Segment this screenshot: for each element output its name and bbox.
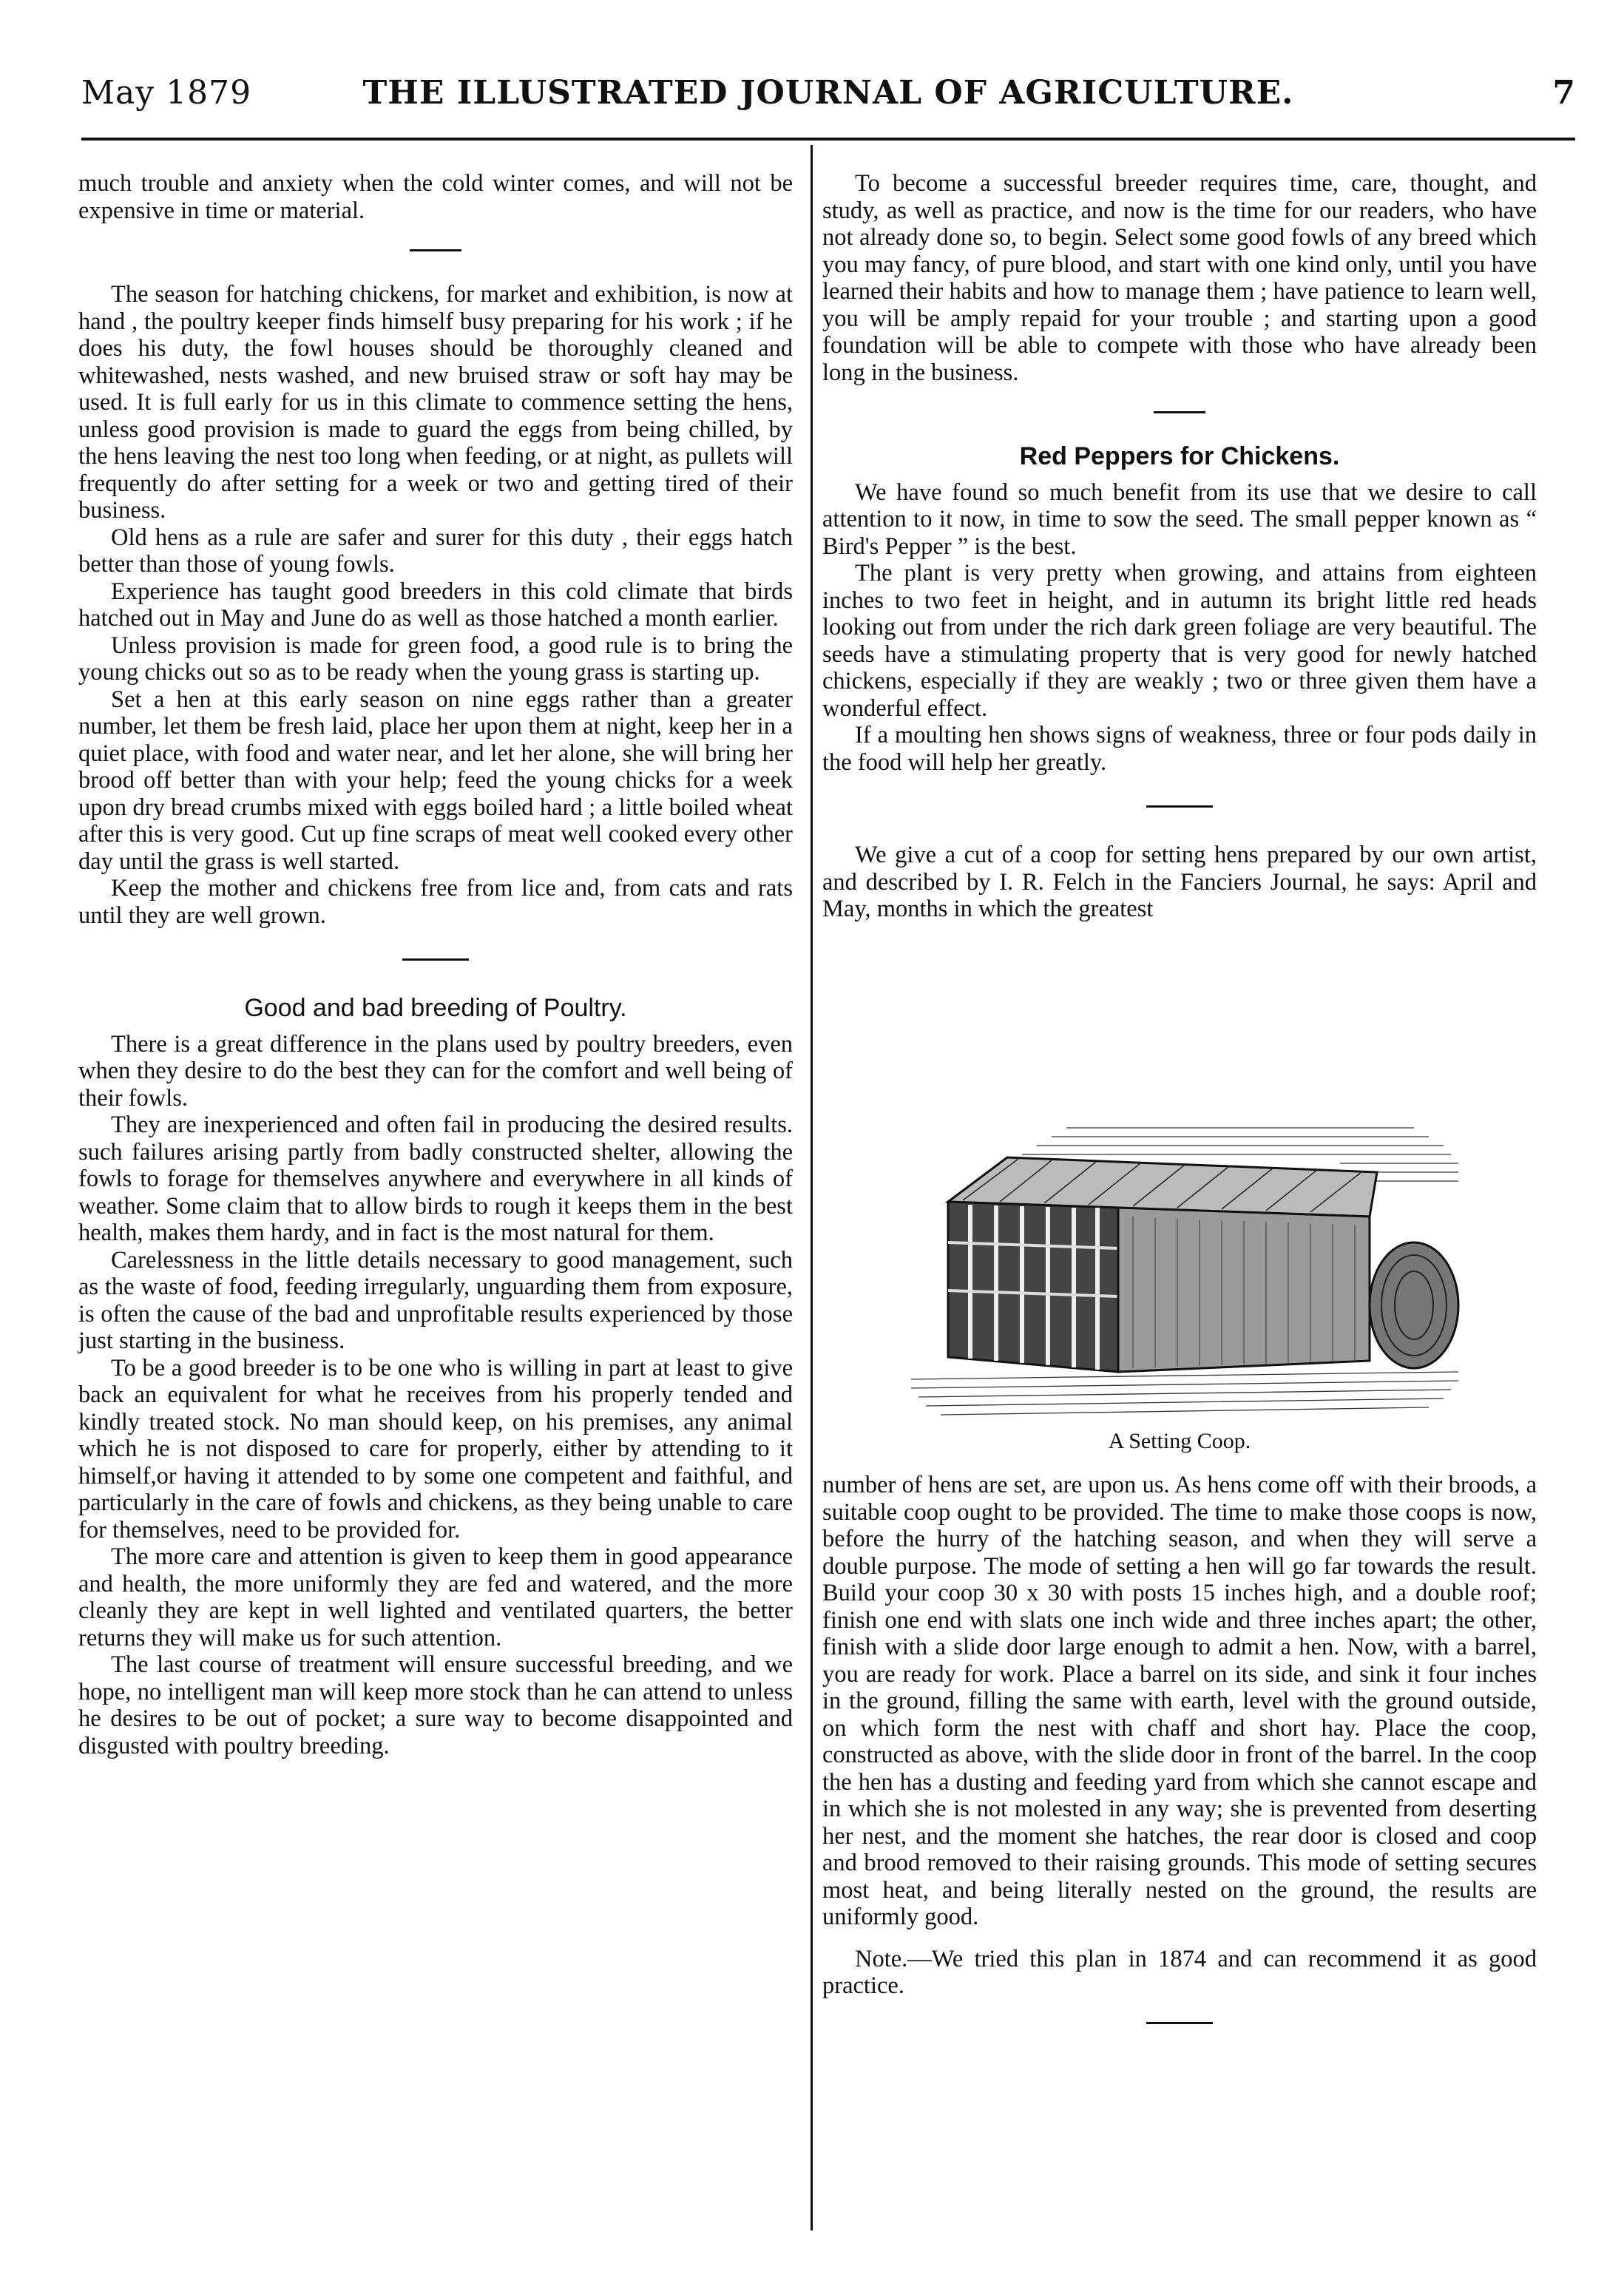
coop-paragraph: number of hens are set, are upon us. As hens come off with their broods, a suitable coop ought to be provided. The time to make those coops is now, before the hurry of the hatching season, and when they will serve a double purpose. The mode of setting a hen will go far towards the result. Build your coop 30 x 30 with posts 15 inches high, and a double roof; finish one end with slats one inch wide and three inches apart; the other, finish with a slide door large enough to admit a hen. Now, with a barrel, you are ready for work. Place a barrel on its side, and sink it four inches in the ground, filling the same with earth, level with the ground outside, on which form the nest with chaff and short hay. Place the coop, constructed as above, with the slide door in front of the barrel. In the coop the hen has a dusting and feeding yard from which she cannot escape and in which she is not molested in any way; she is prevented from deserting her nest, and the moment she hatches, the rear door is closed and coop and brood removed to their raising grounds. This mode of setting secures most heat, and being literally nested on the ground, the results are uniformly good.: [822, 1472, 1537, 1930]
barrel: [1370, 1242, 1458, 1368]
paragraph: The last course of treatment will ensure successful breeding, and we hope, no intelligent man will keep more stock than he can attend to unless he desires to be out of pocket; a sure way to become disappointed and disgusted with poultry breeding.: [78, 1651, 793, 1759]
paragraph: The more care and attention is given to keep them in good appearance and health, the more uniformly they are fed and watered, and the more cleanly they are kept in well lighted and ventilated quarters, the better returns they will make us for such attention.: [78, 1543, 793, 1651]
section-separator: [1146, 2022, 1213, 2024]
peppers-section: [822, 479, 1537, 777]
peppers-heading: Red Peppers for Chickens.: [1019, 442, 1340, 470]
coop-intro-paragraph: We give a cut of a coop for setting hens prepared by our own artist, and described by I. R. Felch in the Fanciers Journal, he says: April and May, months in which the greatest: [822, 842, 1537, 922]
column-divider: [811, 145, 813, 2230]
paragraph: There is a great difference in the plans used by poultry breeders, even when they desire to do the best they can for the comfort and well being of their fowls.: [78, 1030, 793, 1112]
section-separator: [410, 249, 461, 251]
paragraph: Experience has taught good breeders in this cold climate that birds hatched out in May and June do as well as those hatched a month earlier.: [78, 578, 793, 632]
right-column-lower: [822, 1472, 1537, 2058]
paragraph: Carelessness in the little details necessary to good management, such as the waste of food, feeding irregularly, unguarding them from exposure, is often the cause of the bad and unprofitable results experienced by those just starting in the business.: [78, 1246, 793, 1354]
paragraph: The plant is very pretty when growing, and attains from eighteen inches to two feet in height, and in autumn its bright little red heads looking out from under the rich dark green foliage are very beautiful. The seeds have a stimulating property that is very good for newly hatched chickens, especially if they are weakly ; two or three given them have a wonderful effect.: [822, 560, 1537, 722]
breeding-section: [78, 1031, 793, 1760]
paragraph: We have found so much benefit from its use that we desire to call attention to it now, in time to sow the seed. The small pepper known as “ Bird's Pepper ” is the best.: [822, 478, 1537, 560]
section-separator: [402, 958, 469, 961]
left-column: [78, 170, 793, 1759]
paragraph: Unless provision is made for green food, a good rule is to bring the young chicks out so as to be ready when the young grass is starting up.: [78, 632, 793, 686]
coop-end-wall: [948, 1202, 1118, 1372]
breeder-paragraph: To become a successful breeder requires time, care, thought, and study, as well as practice, and now is the time for our readers, who have not already done so, to begin. Select some good fowls of any breed which you may fancy, of pure blood, and start with one kind only, until you have learned their habits and how to manage them ; have patience to learn well, you will be amply repaid for your trouble ; and starting upon a good foundation will be able to compete with those who have already been long in the business.: [822, 170, 1537, 386]
page-number: 7: [1552, 74, 1575, 112]
paragraph: Old hens as a rule are safer and surer for this duty , their eggs hatch better than those of young fowls.: [78, 524, 793, 578]
right-column: [822, 170, 1537, 923]
issue-date: May 1879: [81, 74, 252, 112]
paragraph: To be a good breeder is to be one who is willing in part at least to give back an equivalent for what he receives from his properly tended and kindly treated stock. No man should keep, on his premises, any animal which he is not disposed to care for properly, either by attending to it himself,or having it attended to by some one competent and faithful, and particularly in the care of fowls and chickens, as they being unable to care for themselves, need to be provided for.: [78, 1354, 793, 1543]
journal-title: THE ILLUSTRATED JOURNAL OF AGRICULTURE.: [362, 74, 1294, 112]
paragraph: Keep the mother and chickens free from lice and, from cats and rats until they are well grown.: [78, 875, 793, 929]
header-rule: [81, 138, 1575, 141]
page-header: [81, 74, 1575, 118]
section-separator: [1154, 411, 1205, 413]
hatching-section: [78, 281, 793, 929]
breeding-heading: Good and bad breeding of Poultry.: [244, 994, 627, 1022]
setting-coop-illustration: [896, 1113, 1473, 1424]
paragraph: If a moulting hen shows signs of weakness, three or four pods daily in the food will help her greatly.: [822, 722, 1537, 776]
paragraph: They are inexperienced and often fail in producing the desired results. such failures arising partly from badly constructed shelter, allowing the fowls to forage for themselves anywhere and everywhere in all kinds of weather. Some claim that to allow birds to rough it keeps them in the best health, makes them hardy, and in fact is the most natural for them.: [78, 1112, 793, 1246]
paragraph: The season for hatching chickens, for market and exhibition, is now at hand , the poultry keeper finds himself busy preparing for his work ; if he does his duty, the fowl houses should be thoroughly cleaned and whitewashed, nests washed, and new bruised straw or soft hay may be used. It is full early for us in this climate to commence setting the hens, unless good provision is made to guard the eggs from being chilled, by the hens leaving the nest too long when feeding, or at night, as pullets will frequently do after setting for a week or two and getting tired of their business.: [78, 281, 793, 524]
note-paragraph: Note.—We tried this plan in 1874 and can recommend it as good practice.: [822, 1945, 1537, 1999]
intro-paragraph: much trouble and anxiety when the cold winter comes, and will not be expensive in time or material.: [78, 170, 793, 224]
figure-caption: A Setting Coop.: [1108, 1429, 1251, 1453]
section-separator: [1146, 805, 1213, 808]
paragraph: Set a hen at this early season on nine eggs rather than a greater number, let them be fresh laid, place her upon them at night, keep her in a quiet place, with food and water near, and let her alone, she will bring her brood off better than with your help; feed the young chicks for a week upon dry bread crumbs mixed with eggs boiled hard ; a little boiled wheat after this is very good. Cut up fine scraps of meat well cooked every other day until the grass is well started.: [78, 686, 793, 875]
